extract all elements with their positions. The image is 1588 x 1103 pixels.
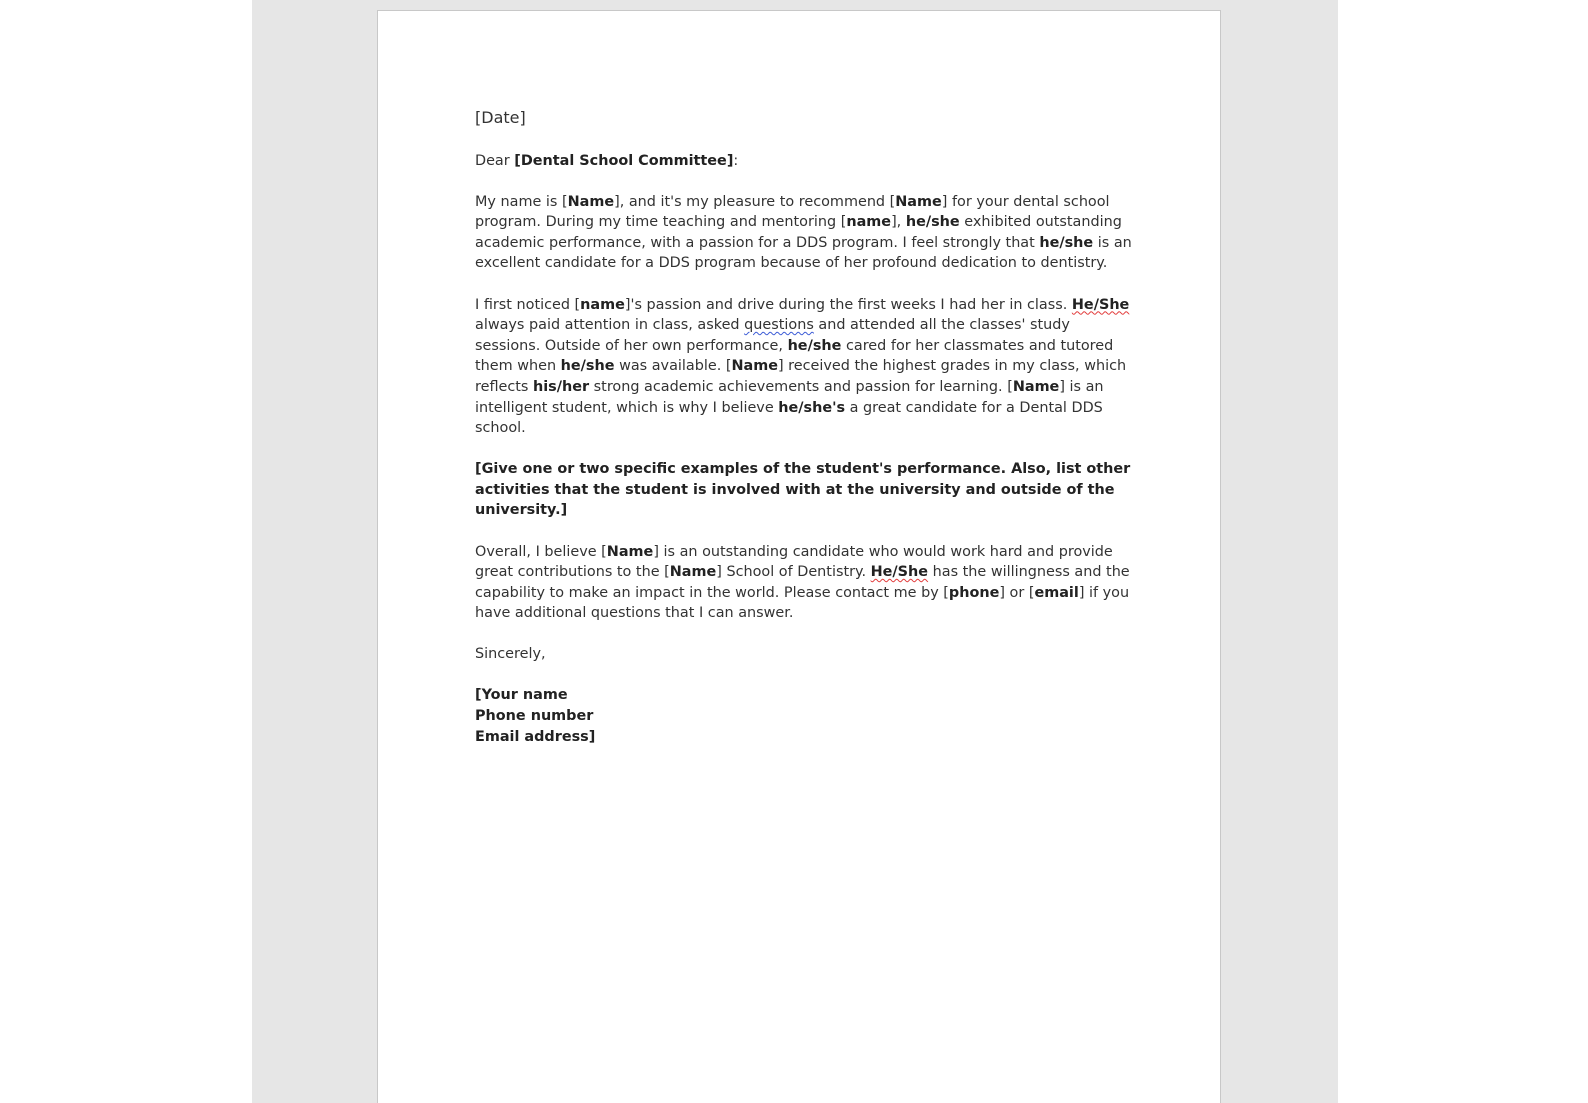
text-run: cared for her classmates and tutored them when	[475, 337, 1114, 375]
grammar-flag-word[interactable]: questions	[744, 317, 814, 334]
paragraph-intro	[475, 192, 1135, 274]
salutation	[475, 151, 1135, 172]
document-workspace	[252, 0, 1338, 1103]
letter-body[interactable]	[475, 108, 1135, 768]
text-run: ], and it's my pleasure to recommend [	[614, 193, 896, 210]
text-run: is an excellent candidate for a DDS program because of her profound dedication to dentistry.	[475, 234, 1132, 272]
text-run: ]'s passion and drive during the first weeks I had her in class.	[624, 296, 1072, 313]
date-placeholder: [Date]	[475, 108, 526, 127]
signature-block	[475, 685, 1135, 747]
text-run: exhibited outstanding academic performance, with a passion for a DDS program. I feel strongly that	[475, 214, 1122, 251]
signature-phone: Phone number	[475, 708, 594, 725]
pronoun-placeholder: he/she's	[778, 399, 846, 416]
name-placeholder: Name	[669, 564, 717, 581]
spelling-flag-pronoun[interactable]: He/She	[870, 564, 929, 581]
document-page[interactable]	[377, 10, 1221, 1103]
text-run: has the willingness and the capability to make an impact in the world. Please contact me by [	[475, 564, 1130, 601]
text-run: a great candidate for a Dental DDS school.	[475, 399, 1103, 437]
paragraph-summary	[475, 542, 1135, 624]
salutation-text: Dear	[475, 152, 515, 169]
closing: Sincerely,	[475, 646, 546, 663]
text-run: was available. [	[614, 358, 732, 375]
name-placeholder: Name	[1012, 378, 1060, 395]
text-run: Overall, I believe [	[475, 543, 607, 560]
signature-name: [Your name	[475, 687, 568, 704]
text-run: ] School of Dentistry.	[716, 564, 871, 581]
pronoun-placeholder: he/she	[787, 337, 842, 354]
pronoun-placeholder: he/she	[560, 358, 615, 375]
text-run: ] is an intelligent student, which is why I believe	[475, 378, 1104, 416]
name-placeholder: Name	[606, 543, 654, 560]
name-placeholder: name	[580, 296, 625, 313]
text-run: ] or [	[999, 584, 1035, 601]
name-placeholder: Name	[731, 358, 778, 375]
pronoun-placeholder: he/she	[905, 214, 960, 231]
text-run: and attended all the classes' study sessions. Outside of her own performance,	[475, 317, 1070, 354]
text-run: I first noticed [	[475, 296, 581, 313]
pronoun-placeholder: he/she	[1039, 234, 1094, 251]
paragraph-observation	[475, 295, 1135, 439]
text-run: ] for your dental school program. During my time teaching and mentoring [	[475, 193, 1110, 231]
text-run: ],	[891, 214, 906, 231]
examples-instruction: [Give one or two specific examples of the student's performance. Also, list other activities that the student is involved with at the university and outside of the university.]	[475, 461, 1131, 519]
spelling-flag-pronoun[interactable]: He/She	[1071, 296, 1130, 313]
signature-email: Email address]	[475, 728, 596, 745]
phone-placeholder: phone	[948, 584, 1000, 601]
recipient-placeholder: [Dental School Committee]	[514, 152, 734, 169]
text-run: ] if you have additional questions that I can answer.	[475, 584, 1130, 622]
pronoun-placeholder: his/her	[533, 378, 590, 395]
text-run: ] is an outstanding candidate who would work hard and provide great contributions to the [	[475, 543, 1113, 581]
text-run: strong academic achievements and passion for learning. [	[589, 378, 1013, 395]
text-run: My name is [	[475, 193, 568, 210]
salutation-colon: :	[733, 152, 739, 169]
paragraph-instructions	[475, 459, 1135, 521]
name-placeholder: name	[846, 214, 892, 231]
name-placeholder: Name	[567, 193, 615, 210]
email-placeholder: email	[1034, 584, 1079, 601]
text-run: ] received the highest grades in my class, which reflects	[475, 358, 1127, 395]
name-placeholder: Name	[895, 193, 942, 210]
text-run: always paid attention in class, asked	[475, 317, 745, 334]
